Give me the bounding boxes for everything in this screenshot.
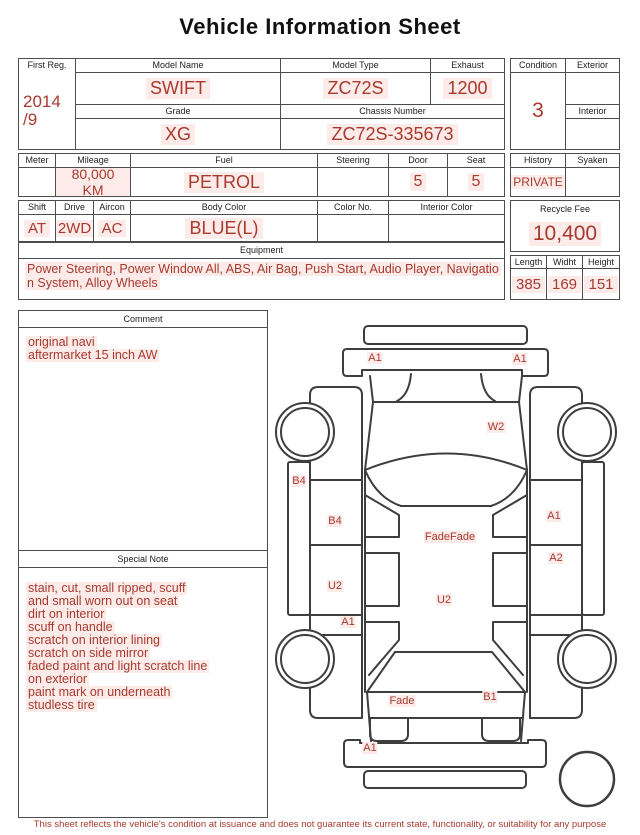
history-value: PRIVATE (511, 168, 566, 196)
special-note-text (19, 568, 267, 720)
damage-label-a2: A2 (549, 552, 563, 564)
exhaust-value: 1200 (431, 73, 504, 105)
page-title: Vehicle Information Sheet (179, 14, 461, 39)
text-line: stain, cut, small ripped, scuff (28, 581, 186, 595)
rear-right-wheel-inner (563, 635, 611, 683)
text-line: aftermarket 15 inch AW (28, 348, 158, 362)
condition-value: 3 (511, 73, 566, 149)
syaken-header: Syaken (566, 154, 619, 168)
steering-header: Steering (318, 154, 389, 168)
interior-color-value (389, 215, 504, 241)
door-header: Door (389, 154, 448, 168)
history-header: History (511, 154, 566, 168)
equipment-text (19, 259, 504, 293)
exhaust-header: Exhaust (431, 59, 504, 73)
damage-label-a1: A1 (368, 352, 382, 364)
aircon-value: AC (94, 215, 131, 241)
rear-left-wheel-inner (281, 635, 329, 683)
length-header: Length (511, 256, 547, 269)
condition-header: Condition (511, 59, 566, 73)
grade-value: XG (76, 119, 281, 149)
notes-box (18, 310, 268, 818)
aircon-header: Aircon (94, 201, 131, 215)
left-rear-window-cutout (365, 553, 399, 606)
headlight-arcs (397, 374, 495, 401)
length-value: 385 (511, 269, 547, 299)
text-line: scratch on side mirror (28, 646, 149, 660)
text-line: studless tire (28, 698, 95, 712)
damage-label-fade: Fade (389, 695, 415, 707)
damage-label-a1: A1 (547, 510, 561, 522)
fuel-header: Fuel (131, 154, 318, 168)
meter-value (19, 168, 56, 196)
damage-label-fadefade: FadeFade (424, 531, 476, 543)
recycle-fee-value: 10,400 (511, 217, 619, 251)
first-reg-year: 2014 (23, 91, 61, 111)
recycle-fee-table (510, 200, 620, 252)
cell-first-reg (19, 59, 76, 149)
meter-table (18, 153, 505, 197)
drive-header: Drive (56, 201, 94, 215)
exterior-value (566, 73, 619, 105)
text-line: scratch on interior lining (28, 633, 161, 647)
model-type-header: Model Type (281, 59, 431, 73)
equipment-box (18, 242, 505, 300)
left-taillight-cutout (370, 718, 408, 741)
interior-color-header: Interior Color (389, 201, 504, 215)
color-no-header: Color No. (318, 201, 389, 215)
damage-label-b1: B1 (483, 691, 497, 703)
front-left-wheel-inner (281, 408, 329, 456)
first-reg-value (19, 72, 75, 149)
spare-tire (560, 752, 614, 806)
right-taillight-cutout (482, 718, 520, 741)
damage-label-a1: A1 (363, 742, 377, 754)
history-table (510, 153, 620, 197)
condition-table (510, 58, 620, 150)
damage-label-b4: B4 (328, 515, 342, 527)
text-line: scuff on handle (28, 620, 113, 634)
shift-header: Shift (19, 201, 56, 215)
text-line: and small worn out on seat (28, 594, 178, 608)
windshield-lens (365, 454, 527, 507)
seat-value: 5 (448, 168, 504, 196)
chassis-number-value: ZC72S-335673 (281, 119, 504, 149)
disclaimer-text: This sheet reflects the vehicle's condition at issuance and does not guarantee its current state, functionality, or suitability for any purpose (33, 819, 607, 830)
mileage-header: Mileage (56, 154, 131, 168)
height-header: Height (583, 256, 619, 269)
front-right-wheel-inner (563, 408, 611, 456)
width-value: 169 (547, 269, 583, 299)
shift-value: AT (19, 215, 56, 241)
front-bumper-strip (364, 326, 527, 344)
fuel-value: PETROL (131, 168, 318, 196)
damage-label-u2: U2 (436, 594, 452, 606)
model-name-header: Model Name (76, 59, 281, 73)
mileage-value: 80,000 KM (56, 168, 131, 196)
recycle-fee-header: Recycle Fee (539, 203, 591, 214)
body-color-value: BLUE(L) (131, 215, 318, 241)
shift-table (18, 200, 505, 242)
right-rocker-panel (582, 462, 604, 615)
syaken-value (566, 168, 619, 196)
damage-label-b4: B4 (292, 475, 306, 487)
first-reg-month: /9 (23, 109, 38, 129)
right-rear-window-cutout (493, 553, 527, 606)
special-note-header: Special Note (19, 550, 267, 568)
body-color-header: Body Color (131, 201, 318, 215)
text-line: paint mark on underneath (28, 685, 171, 699)
car-outline-drawing (270, 310, 640, 822)
first-reg-label: First Reg. (27, 60, 67, 70)
damage-label-a1: A1 (341, 616, 355, 628)
identity-table (18, 58, 505, 150)
damage-label-a1: A1 (513, 353, 527, 365)
seat-header: Seat (448, 154, 504, 168)
height-value: 151 (583, 269, 619, 299)
text-line: on exterior (28, 672, 88, 686)
comment-header: Comment (19, 311, 267, 328)
interior-value (566, 119, 619, 149)
grade-header: Grade (76, 105, 281, 119)
text-line: Power Steering, Power Window All, ABS, Air Bag, Push Start, Audio Player, Navigatio (27, 262, 499, 276)
text-line: n System, Alloy Wheels (27, 276, 158, 290)
width-header: Widht (547, 256, 583, 269)
text-line: faded paint and light scratch line (28, 659, 208, 673)
model-type-value: ZC72S (281, 73, 431, 105)
rear-windshield (367, 652, 525, 692)
car-damage-diagram (270, 310, 640, 822)
model-name-value: SWIFT (76, 73, 281, 105)
drive-value: 2WD (56, 215, 94, 241)
text-line: dirt on interior (28, 607, 105, 621)
dimensions-table (510, 255, 620, 300)
color-no-value (318, 215, 389, 241)
interior-header: Interior (566, 105, 619, 119)
text-line: original navi (28, 335, 95, 349)
steering-value (318, 168, 389, 196)
damage-label-u2: U2 (327, 580, 343, 592)
damage-label-w2: W2 (487, 421, 505, 433)
equipment-header: Equipment (19, 243, 504, 259)
meter-header: Meter (19, 154, 56, 168)
c-pillar-lines (365, 622, 527, 675)
door-value: 5 (389, 168, 448, 196)
chassis-number-header: Chassis Number (281, 105, 504, 119)
rear-bumper-strip (364, 771, 526, 788)
exterior-header: Exterior (566, 59, 619, 73)
comment-text (19, 328, 267, 550)
